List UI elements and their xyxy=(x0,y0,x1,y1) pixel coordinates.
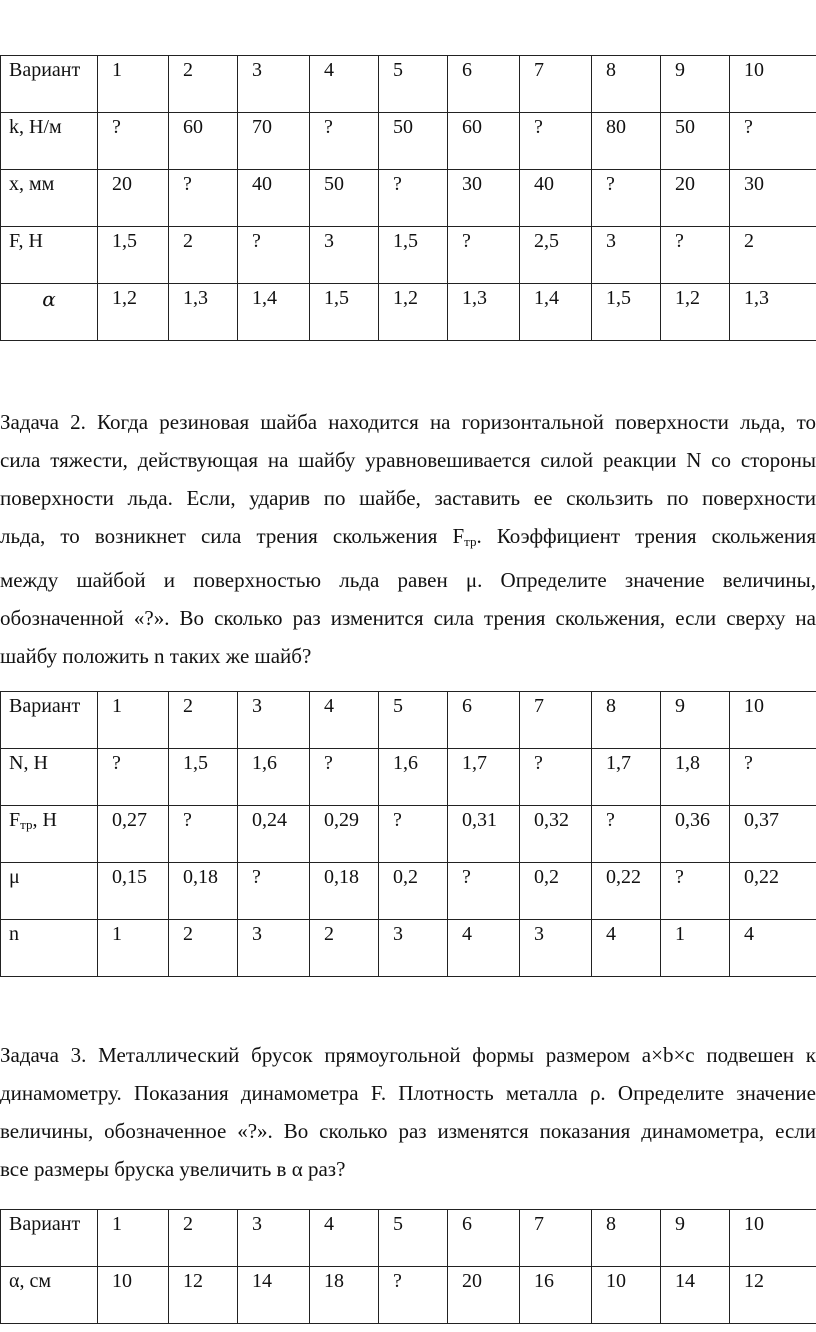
table-cell: 1,5 xyxy=(169,749,238,806)
table-cell: 60 xyxy=(448,113,520,170)
table-cell: 2 xyxy=(730,227,816,284)
table-cell: 1 xyxy=(98,692,169,749)
table-cell: ? xyxy=(238,863,310,920)
table-cell: 14 xyxy=(238,1267,310,1324)
table-cell: 1,4 xyxy=(520,284,592,341)
table-cell: ? xyxy=(310,749,379,806)
table-cell: 7 xyxy=(520,1210,592,1267)
table-cell: 1,4 xyxy=(238,284,310,341)
table-cell: Вариант xyxy=(1,692,98,749)
table-2 xyxy=(0,691,816,977)
table-cell: 10 xyxy=(730,56,816,113)
table-cell: 0,22 xyxy=(730,863,816,920)
table-cell: 50 xyxy=(379,113,448,170)
table-cell: 1,6 xyxy=(379,749,448,806)
table-cell: 1,3 xyxy=(730,284,816,341)
table-cell: 10 xyxy=(592,1267,661,1324)
paragraph-line: между шайбой и поверхностью льда равен μ. Определите значение величины, xyxy=(0,568,816,592)
table-cell: 7 xyxy=(520,692,592,749)
table-cell: 6 xyxy=(448,56,520,113)
table-cell: ? xyxy=(520,749,592,806)
table-cell: 1,7 xyxy=(592,749,661,806)
table-1-header-row xyxy=(1,56,816,113)
table-cell: 0,22 xyxy=(592,863,661,920)
paragraph-line: сила тяжести, действующая на шайбу уравновешивается силой реакции N со стороны xyxy=(0,448,816,472)
table-row xyxy=(1,920,816,977)
table-cell: 80 xyxy=(592,113,661,170)
table-row xyxy=(1,284,816,341)
table-cell: 6 xyxy=(448,1210,520,1267)
table-cell: μ xyxy=(1,863,98,920)
table-cell: 16 xyxy=(520,1267,592,1324)
table-cell: 10 xyxy=(730,1210,816,1267)
table-cell: Вариант xyxy=(1,1210,98,1267)
table-cell: 3 xyxy=(238,920,310,977)
table-cell: 1,7 xyxy=(448,749,520,806)
table-cell: 3 xyxy=(238,1210,310,1267)
table-cell: 30 xyxy=(730,170,816,227)
table-cell: α, см xyxy=(1,1267,98,1324)
table-cell: 12 xyxy=(169,1267,238,1324)
table-cell: ? xyxy=(379,806,448,863)
table-cell: ? xyxy=(592,806,661,863)
table-cell: 1,8 xyxy=(661,749,730,806)
table-cell: ? xyxy=(592,170,661,227)
table-cell: 20 xyxy=(98,170,169,227)
table-row xyxy=(1,170,816,227)
table-cell: 2 xyxy=(169,920,238,977)
table-cell: ? xyxy=(730,113,816,170)
table-row xyxy=(1,113,816,170)
table-cell: 4 xyxy=(592,920,661,977)
table-cell: 1,2 xyxy=(661,284,730,341)
table-3 xyxy=(0,1209,816,1324)
table-cell: 1,5 xyxy=(310,284,379,341)
task-3-text xyxy=(0,1036,816,1188)
table-cell: 4 xyxy=(310,692,379,749)
table-cell: ? xyxy=(379,170,448,227)
table-cell: 9 xyxy=(661,56,730,113)
table-cell: 10 xyxy=(98,1267,169,1324)
table-cell: 5 xyxy=(379,692,448,749)
table-cell: ? xyxy=(310,113,379,170)
table-cell: 7 xyxy=(520,56,592,113)
table-cell: 0,2 xyxy=(520,863,592,920)
table-cell: 5 xyxy=(379,56,448,113)
table-cell: n xyxy=(1,920,98,977)
table-cell: 1,2 xyxy=(379,284,448,341)
table-cell: 2 xyxy=(169,1210,238,1267)
table-cell: 4 xyxy=(448,920,520,977)
table-cell: 3 xyxy=(310,227,379,284)
paragraph-line: поверхности льда. Если, ударив по шайбе, заставить ее скользить по поверхности xyxy=(0,486,816,510)
paragraph-line: динамометру. Показания динамометра F. Плотность металла ρ. Определите значение xyxy=(0,1081,816,1105)
paragraph-line: Задача 2. Когда резиновая шайба находится на горизонтальной поверхности льда, то xyxy=(0,410,816,434)
table-cell: ? xyxy=(169,806,238,863)
table-cell: 20 xyxy=(448,1267,520,1324)
table-cell: 0,29 xyxy=(310,806,379,863)
table-cell: 1 xyxy=(98,920,169,977)
table-cell: 3 xyxy=(592,227,661,284)
table-cell: 0,27 xyxy=(98,806,169,863)
table-cell: 8 xyxy=(592,1210,661,1267)
table-cell: 2,5 xyxy=(520,227,592,284)
table-cell: 12 xyxy=(730,1267,816,1324)
table-cell: 0,37 xyxy=(730,806,816,863)
table-cell: 70 xyxy=(238,113,310,170)
table-cell: 50 xyxy=(661,113,730,170)
table-cell: ? xyxy=(379,1267,448,1324)
table-cell: 1,5 xyxy=(379,227,448,284)
table-cell: 3 xyxy=(520,920,592,977)
table-cell: 10 xyxy=(730,692,816,749)
table-cell: 0,18 xyxy=(310,863,379,920)
table-cell: 0,32 xyxy=(520,806,592,863)
table-cell: 2 xyxy=(169,56,238,113)
table-cell: ? xyxy=(98,749,169,806)
table-cell: 2 xyxy=(169,227,238,284)
paragraph-line: льда, то возникнет сила трения скольжения $F_{тр}$. Коэффициент трения скольжения xyxy=(0,524,816,549)
table-cell: 0,2 xyxy=(379,863,448,920)
table-cell: 1,3 xyxy=(448,284,520,341)
table-cell: ? xyxy=(661,863,730,920)
task-2-text xyxy=(0,403,816,675)
table-cell: 3 xyxy=(379,920,448,977)
table-cell: ? xyxy=(448,227,520,284)
table-1 xyxy=(0,55,816,341)
table-cell: 1,3 xyxy=(169,284,238,341)
table-cell: 0,15 xyxy=(98,863,169,920)
table-cell: 30 xyxy=(448,170,520,227)
table-row xyxy=(1,863,816,920)
table-cell: 1,2 xyxy=(98,284,169,341)
table-cell: k, Н/м xyxy=(1,113,98,170)
table-cell: 8 xyxy=(592,56,661,113)
table-2-header-row xyxy=(1,692,816,749)
table-cell: 5 xyxy=(379,1210,448,1267)
table-cell: 1 xyxy=(98,56,169,113)
table-cell: Вариант xyxy=(1,56,98,113)
table-cell: ? xyxy=(520,113,592,170)
table-cell: ? xyxy=(238,227,310,284)
table-cell: 4 xyxy=(310,1210,379,1267)
paragraph-line: все размеры бруска увеличить в α раз? xyxy=(0,1157,346,1181)
table-3-header-row xyxy=(1,1210,816,1267)
table-cell: 0,18 xyxy=(169,863,238,920)
table-cell: 1 xyxy=(661,920,730,977)
table-cell: ? xyxy=(98,113,169,170)
table-cell: ? xyxy=(448,863,520,920)
paragraph-line: величины, обозначенное «?». Во сколько раз изменятся показания динамометра, если xyxy=(0,1119,816,1143)
table-cell: 1 xyxy=(98,1210,169,1267)
table-cell: ? xyxy=(661,227,730,284)
table-cell: 40 xyxy=(520,170,592,227)
table-cell: 20 xyxy=(661,170,730,227)
table-cell: 3 xyxy=(238,56,310,113)
table-cell: 18 xyxy=(310,1267,379,1324)
table-cell: $F_{тр}$, Н xyxy=(1,806,98,863)
table-cell: 1,6 xyxy=(238,749,310,806)
paragraph-line: Задача 3. Металлический брусок прямоугольной формы размером a×b×c подвешен к xyxy=(0,1043,816,1067)
table-row xyxy=(1,227,816,284)
table-row xyxy=(1,1267,816,1324)
table-cell: x, мм xyxy=(1,170,98,227)
table-cell: ? xyxy=(730,749,816,806)
table-cell: 14 xyxy=(661,1267,730,1324)
table-cell: N, Н xyxy=(1,749,98,806)
table-cell: 1,5 xyxy=(98,227,169,284)
table-cell: 2 xyxy=(169,692,238,749)
table-cell: 6 xyxy=(448,692,520,749)
table-cell: α xyxy=(1,284,98,341)
table-cell: 2 xyxy=(310,920,379,977)
table-cell: 4 xyxy=(730,920,816,977)
table-cell: 4 xyxy=(310,56,379,113)
table-cell: 0,36 xyxy=(661,806,730,863)
table-cell: 50 xyxy=(310,170,379,227)
table-cell: 1,5 xyxy=(592,284,661,341)
table-cell: 60 xyxy=(169,113,238,170)
table-cell: 40 xyxy=(238,170,310,227)
table-cell: 9 xyxy=(661,692,730,749)
table-cell: ? xyxy=(169,170,238,227)
table-row xyxy=(1,749,816,806)
table-cell: 9 xyxy=(661,1210,730,1267)
table-cell: 0,24 xyxy=(238,806,310,863)
paragraph-line: шайбу положить n таких же шайб? xyxy=(0,644,312,668)
table-cell: 8 xyxy=(592,692,661,749)
table-cell: 3 xyxy=(238,692,310,749)
table-cell: F, Н xyxy=(1,227,98,284)
table-cell: 0,31 xyxy=(448,806,520,863)
table-row xyxy=(1,806,816,863)
paragraph-line: обозначенной «?». Во сколько раз изменится сила трения скольжения, если сверху на xyxy=(0,606,816,630)
